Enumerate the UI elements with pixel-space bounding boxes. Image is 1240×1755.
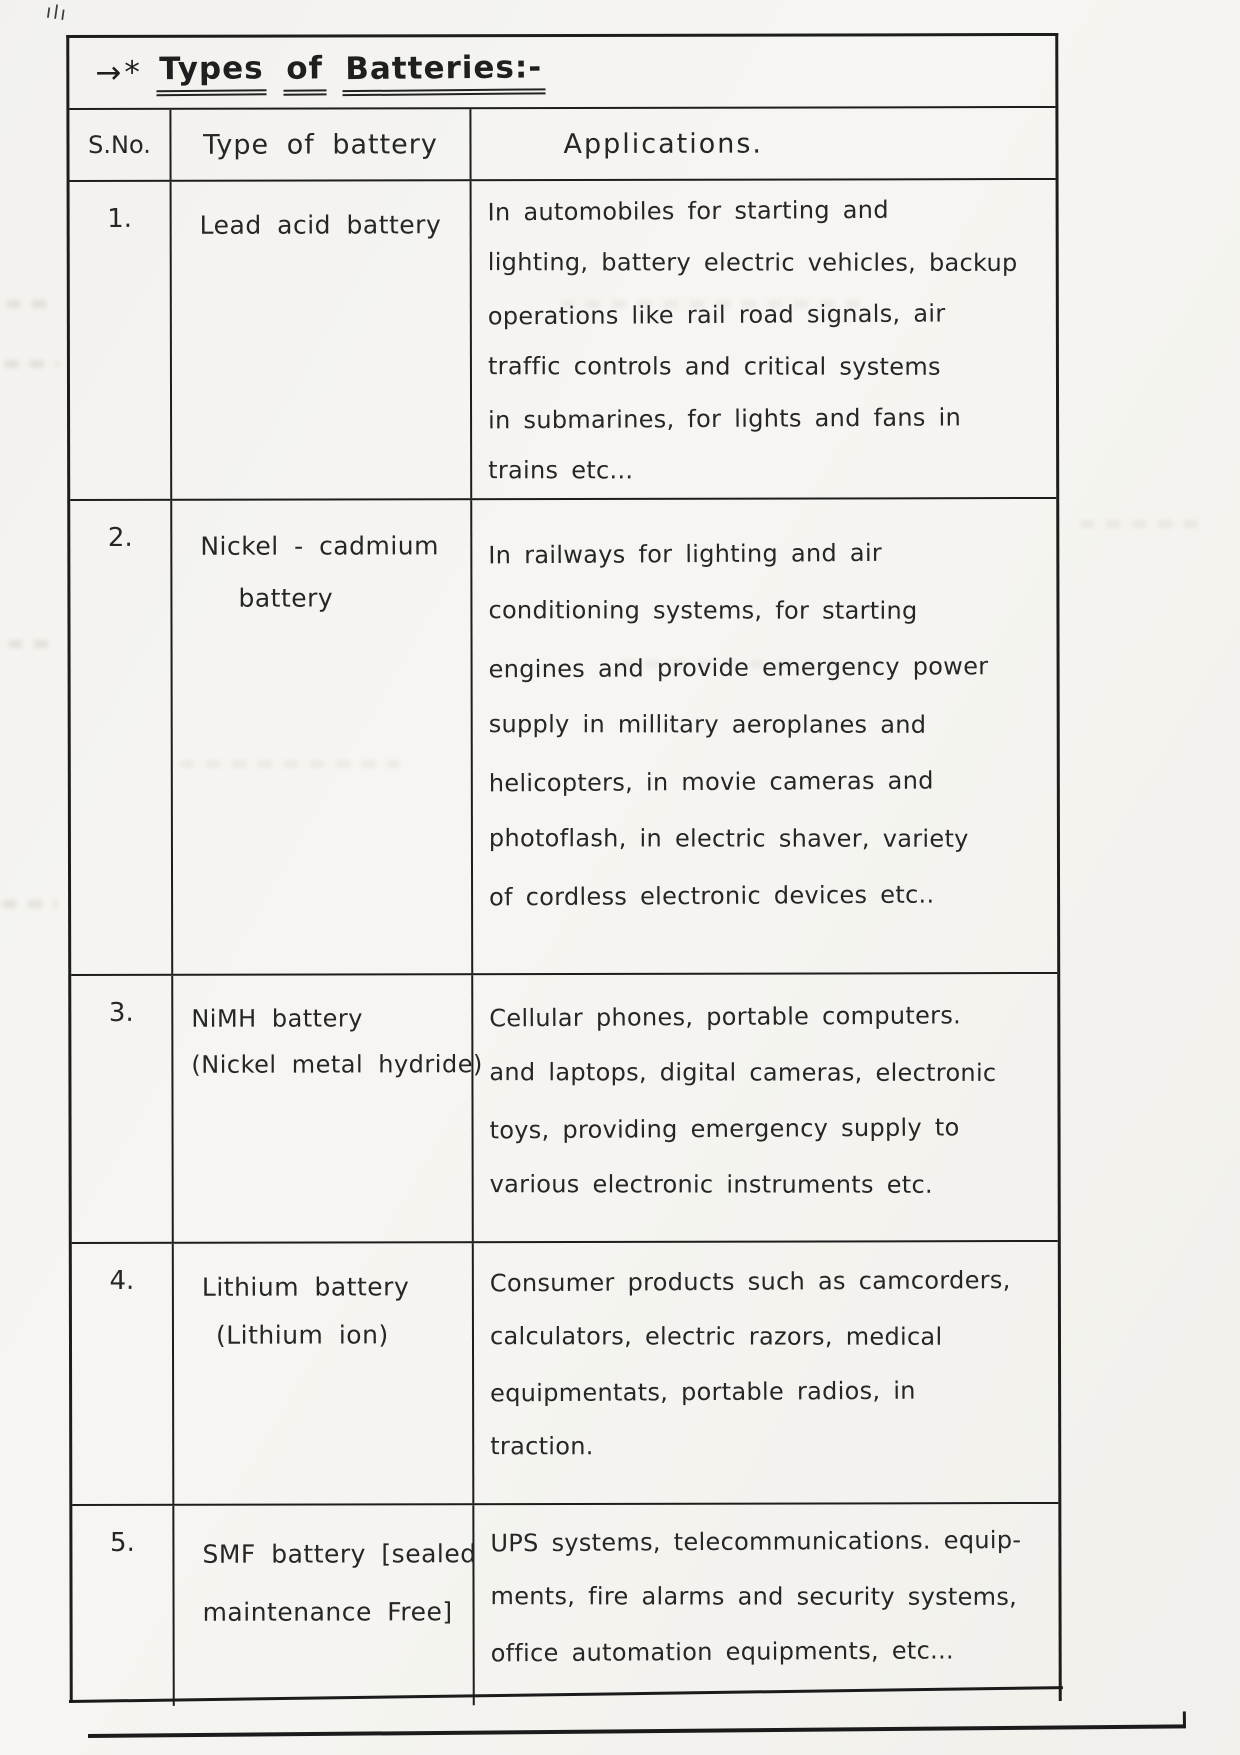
title-word: Types <box>157 50 268 96</box>
handwritten-line: toys, providing emergency supply to <box>489 1113 960 1145</box>
type-line: (Lithium ion) <box>215 1320 389 1350</box>
handwritten-line: traction. <box>490 1432 594 1461</box>
handwritten-line: equipmentats, portable radios, in <box>490 1376 916 1408</box>
page-rule-line <box>88 1724 1186 1737</box>
batteries-table <box>66 33 1061 1703</box>
type-line: Lead acid battery <box>199 210 442 240</box>
header-sno <box>69 110 171 180</box>
handwritten-line: UPS systems, telecommunications. equip- <box>490 1525 1022 1558</box>
handwritten-line: helicopters, in movie cameras and <box>488 766 934 798</box>
applications-cell <box>474 1504 1058 1705</box>
handwritten-line: In automobiles for starting and <box>487 195 889 227</box>
header-type-label: Type of battery <box>203 128 438 161</box>
sno-value: 4. <box>109 1265 135 1296</box>
handwritten-line: Cellular phones, portable computers. <box>489 1001 962 1033</box>
type-line: SMF battery [sealed <box>202 1539 477 1569</box>
handwritten-line: ments, fire alarms and security systems, <box>490 1582 1018 1611</box>
sno-cell <box>71 976 174 1242</box>
handwritten-line: in submarines, for lights and fans in <box>487 403 962 435</box>
ghost-writing <box>2 900 58 908</box>
ghost-writing <box>1080 520 1200 528</box>
handwritten-line: various electronic instruments etc. <box>489 1170 933 1199</box>
header-applications <box>471 108 1055 179</box>
ghost-writing <box>8 640 56 648</box>
title-word: Batteries:- <box>342 49 545 96</box>
arrow-asterisk-icon: →* <box>95 54 143 91</box>
handwritten-line: calculators, electric razors, medical <box>489 1322 943 1351</box>
handwritten-line: trains etc... <box>488 456 634 485</box>
type-line: (Nickel metal hydride) <box>191 1050 483 1079</box>
header-applications-label: Applications. <box>563 128 764 160</box>
sno-value: 3. <box>108 997 134 1028</box>
title-word: of <box>283 50 326 95</box>
handwritten-line: of cordless electronic devices etc.. <box>488 880 935 912</box>
applications-cell <box>472 499 1057 973</box>
handwritten-line: supply in millitary aeroplanes and <box>488 710 927 739</box>
ghost-writing <box>6 300 58 308</box>
sno-cell <box>72 1244 175 1504</box>
applications-cell <box>473 974 1058 1241</box>
handwritten-line: photoflash, in electric shaver, variety <box>488 824 969 853</box>
handwritten-line: traffic controls and critical systems <box>487 352 941 381</box>
table-header-row <box>69 108 1055 182</box>
table-row <box>71 974 1058 1244</box>
type-cell <box>172 181 473 499</box>
handwritten-line: lighting, battery electric vehicles, backup <box>487 248 1018 277</box>
sno-cell <box>70 182 173 499</box>
handwritten-line: Consumer products such as camcorders, <box>489 1266 1011 1298</box>
type-line: Lithium battery <box>201 1272 410 1302</box>
sno-cell <box>70 501 173 974</box>
applications-cell <box>474 1242 1059 1503</box>
table-title-row <box>69 36 1055 110</box>
table-row <box>70 180 1057 501</box>
table-row <box>72 1504 1058 1706</box>
sno-value: 2. <box>107 522 133 553</box>
type-cell <box>174 1243 475 1504</box>
type-line: Nickel - cadmium <box>200 531 440 561</box>
handwritten-line: In railways for lighting and air <box>488 538 883 570</box>
header-sno-label: S.No. <box>88 130 151 159</box>
handwritten-line: and laptops, digital cameras, electronic <box>489 1058 997 1087</box>
type-cell <box>174 1505 477 1706</box>
ghost-writing <box>4 360 59 368</box>
applications-cell <box>472 180 1057 498</box>
handwritten-line: engines and provide emergency power <box>488 652 989 684</box>
handwritten-line: operations like rail road signals, air <box>487 299 946 331</box>
handwritten-line: office automation equipments, etc... <box>490 1636 954 1668</box>
table-row <box>72 1242 1059 1506</box>
handwritten-line: conditioning systems, for starting <box>488 596 918 625</box>
sno-value: 1. <box>107 203 133 234</box>
type-line: maintenance Free] <box>202 1597 453 1627</box>
type-cell <box>173 975 483 1242</box>
type-line: NiMH battery <box>191 1004 363 1033</box>
table-row <box>70 499 1057 976</box>
type-line: battery <box>238 583 334 613</box>
sno-cell <box>72 1506 174 1706</box>
type-cell <box>172 500 473 974</box>
header-type <box>171 109 471 180</box>
sno-value: 5. <box>109 1527 135 1558</box>
page-corner-mark: ılı <box>44 0 70 26</box>
